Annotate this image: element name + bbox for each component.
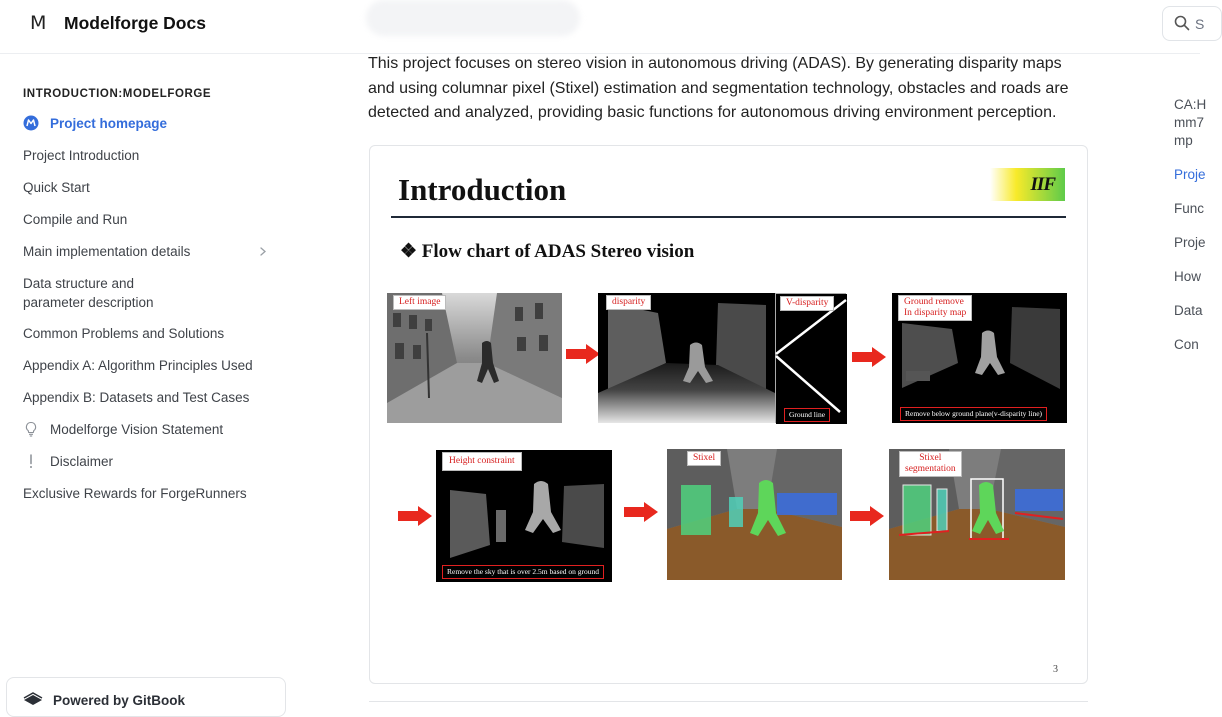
flow-arrow-icon (566, 344, 600, 364)
stixel-label: Stixel (687, 451, 721, 466)
sidebar-item-quick-start[interactable] (23, 178, 273, 197)
stixel-segmentation-panel (889, 449, 1065, 580)
toc-item[interactable]: mm7 (1174, 115, 1204, 130)
v-disparity-panel (775, 293, 846, 423)
next-figure-edge (369, 701, 1088, 711)
sidebar-item-label: Appendix A: Algorithm Principles Used (23, 358, 253, 373)
toc-item[interactable]: mp (1174, 133, 1193, 148)
toc-item[interactable]: How (1174, 269, 1202, 284)
sidebar-item-main-implementation[interactable] (23, 242, 273, 261)
sidebar-item-disclaimer[interactable] (23, 452, 273, 471)
brand-badge (990, 168, 1065, 201)
sidebar-item-appendix-a[interactable] (23, 356, 273, 375)
modelforge-logo-icon (23, 115, 39, 131)
toc-item-active[interactable]: Proje (1174, 167, 1206, 182)
slide-title-rule (391, 216, 1066, 218)
left-image-label: Left image (393, 295, 446, 310)
exclamation-icon (23, 453, 39, 469)
toc-item[interactable]: Func (1174, 201, 1205, 216)
toc-item[interactable]: CA:H (1174, 97, 1207, 112)
powered-by-label: Powered by GitBook (53, 693, 186, 708)
sidebar-item-label: Data structure and parameter description (23, 276, 154, 310)
height-constraint-panel (436, 450, 612, 582)
ground-remove-panel (892, 293, 1067, 423)
site-logo[interactable]: M (30, 12, 47, 34)
sidebar-item-label: Project Introduction (23, 148, 140, 163)
top-header (0, 0, 1205, 54)
stixel-panel (667, 449, 842, 580)
gitbook-icon (23, 692, 43, 706)
sidebar-section-title: INTRODUCTION:MODELFORGE (23, 88, 212, 100)
sidebar-item-label: Exclusive Rewards for ForgeRunners (23, 486, 247, 501)
site-title[interactable]: Modelforge Docs (64, 13, 206, 33)
sidebar-item-project-introduction[interactable] (23, 146, 273, 165)
disparity-panel (598, 293, 775, 423)
chevron-right-icon[interactable] (258, 242, 268, 261)
ground-remove-caption: Remove below ground plane(v-disparity line) (900, 407, 1047, 421)
flow-chart-figure[interactable] (369, 145, 1088, 684)
height-constraint-caption: Remove the sky that is over 2.5m based on ground (442, 565, 604, 579)
sidebar-item-label: Modelforge Vision Statement (50, 422, 224, 437)
flow-heading: ❖ Flow chart of ADAS Stereo vision (400, 241, 695, 262)
sidebar-item-vision-statement[interactable] (23, 420, 273, 439)
sidebar-item-label: Appendix B: Datasets and Test Cases (23, 390, 250, 405)
intro-paragraph: This project focuses on stereo vision in autonomous driving (ADAS). By generating disparity maps and using columnar pixel (Stixel) estimation and segmentation technology, obstacles and roads are detected and analyzed, providing basic functions for autonomous driving environment perception. (368, 55, 1069, 121)
slide-title: Introduction (398, 172, 567, 207)
disparity-label: disparity (606, 295, 651, 310)
ground-remove-text: Ground remove In disparity map (904, 297, 967, 318)
brand-badge-text: IIF (1030, 174, 1055, 195)
toc-item[interactable]: Proje (1174, 235, 1206, 250)
sidebar (0, 54, 290, 704)
sidebar-item-data-structure[interactable] (23, 274, 183, 312)
ground-line-caption: Ground line (784, 408, 830, 422)
flow-arrow-icon (850, 506, 884, 526)
search-icon (1174, 15, 1190, 31)
flow-arrow-icon (398, 506, 432, 526)
sidebar-item-label: Compile and Run (23, 212, 128, 227)
toc-item[interactable]: Con (1174, 337, 1199, 352)
search-hint: S (1195, 16, 1205, 32)
sidebar-item-label: Main implementation details (23, 244, 191, 259)
search-button[interactable] (1162, 6, 1222, 41)
flow-arrow-icon (624, 502, 658, 522)
sidebar-item-label: Common Problems and Solutions (23, 326, 225, 341)
stixel-segmentation-text: Stixel segmentation (905, 453, 956, 474)
left-image-panel (387, 293, 562, 423)
sidebar-item-common-problems[interactable] (23, 324, 273, 343)
sidebar-item-label: Disclaimer (50, 454, 114, 469)
stixel-segmentation-label (899, 451, 962, 477)
powered-by-gitbook-link[interactable] (6, 677, 286, 717)
sidebar-item-label: Project homepage (50, 116, 168, 131)
slide-page-number: 3 (1053, 664, 1058, 675)
sidebar-item-compile-and-run[interactable] (23, 210, 273, 229)
height-constraint-label: Height constraint (442, 452, 522, 471)
lightbulb-icon (23, 421, 39, 437)
v-disparity-label: V-disparity (780, 296, 834, 311)
ground-remove-label (898, 295, 972, 321)
sidebar-item-exclusive-rewards[interactable] (23, 484, 273, 503)
sidebar-item-appendix-b[interactable] (23, 388, 273, 407)
sidebar-item-project-homepage[interactable] (23, 114, 273, 133)
blurred-page-title (366, 0, 580, 36)
toc-item[interactable]: Data (1174, 303, 1203, 318)
sidebar-item-label: Quick Start (23, 180, 90, 195)
flow-arrow-icon (852, 347, 886, 367)
